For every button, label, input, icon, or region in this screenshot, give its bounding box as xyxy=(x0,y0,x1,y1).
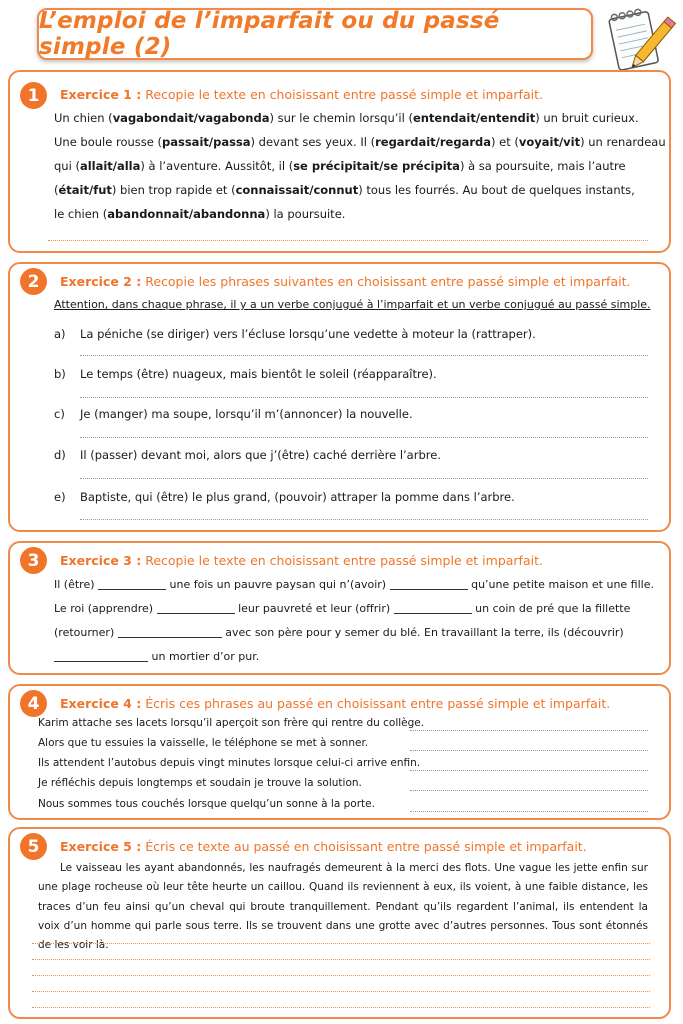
ex5-answer-line-4[interactable] xyxy=(32,991,650,992)
notepad-pencil-icon xyxy=(600,2,676,80)
ex5-answer-line-5[interactable] xyxy=(32,1007,650,1008)
exercise-5 xyxy=(8,827,671,1019)
ex3-blank-5[interactable] xyxy=(118,626,222,638)
ex3-line-4: un mortier d’or pur. xyxy=(54,645,654,669)
exercise-2-heading: Exercice 2 : Recopie les phrases suivantes en choisissant entre passé simple et imparfait. xyxy=(60,274,631,289)
exercise-3-heading: Exercice 3 : Recopie le texte en choisissant entre passé simple et imparfait. xyxy=(60,553,543,568)
ex4-sentence-2: Alors que tu essuies la vaisselle, le téléphone se met à sonner. xyxy=(38,737,369,749)
exercise-2-note: Attention, dans chaque phrase, il y a un verbe conjugué à l’imparfait et un verbe conjugué au passé simple. xyxy=(54,298,651,311)
ex1-line-2: Une boule rousse (passait/passa) devant ses yeux. Il (regardait/regarda) et (voyait/vit) un renardeau xyxy=(54,135,666,149)
exercise-3 xyxy=(8,541,671,675)
ex5-answer-line-1[interactable] xyxy=(32,943,650,944)
ex3-blank-2[interactable] xyxy=(390,578,468,590)
ex2-item-b: b) Le temps (être) nuageux, mais bientôt le soleil (réapparaître). xyxy=(54,367,437,381)
exercise-1-badge: 1 xyxy=(20,82,47,109)
ex3-blank-3[interactable] xyxy=(157,602,235,614)
exercise-1-heading: Exercice 1 : Recopie le texte en choisissant entre passé simple et imparfait. xyxy=(60,87,543,102)
ex2-answer-b[interactable] xyxy=(80,397,648,398)
ex3-blank-4[interactable] xyxy=(394,602,472,614)
ex4-sentence-1: Karim attache ses lacets lorsqu’il aperçoit son frère qui rentre du collège. xyxy=(38,717,425,729)
page-title: L’emploi de l’imparfait ou du passé simple (2) xyxy=(39,8,500,60)
ex2-answer-d[interactable] xyxy=(80,478,648,479)
ex3-line-3: (retourner) avec son père pour y semer du blé. En travaillant la terre, ils (découvrir) xyxy=(54,626,624,639)
exercise-5-heading: Exercice 5 : Écris ce texte au passé en choisissant entre passé simple et imparfait. xyxy=(60,839,587,854)
ex3-blank-1[interactable] xyxy=(98,578,166,590)
ex4-sentence-3: Ils attendent l’autobus depuis vingt minutes lorsque celui-ci arrive enfin. xyxy=(38,757,421,769)
ex2-item-e: e) Baptiste, qui (être) le plus grand, (pouvoir) attraper la pomme dans l’arbre. xyxy=(54,490,515,504)
ex1-answer-line[interactable] xyxy=(48,240,648,241)
ex2-answer-a[interactable] xyxy=(80,355,648,356)
ex2-item-a: a) La péniche (se diriger) vers l’écluse lorsqu’une vedette à moteur la (rattraper). xyxy=(54,327,536,341)
ex1-line-3: qui (allait/alla) à l’aventure. Aussitôt, il (se précipitait/se précipita) à sa poursuite, mais l’autre xyxy=(54,159,626,173)
exercise-3-badge: 3 xyxy=(20,547,47,574)
exercise-3-text xyxy=(54,573,654,669)
ex2-answer-c[interactable] xyxy=(80,437,648,438)
exercise-4-heading: Exercice 4 : Écris ces phrases au passé en choisissant entre passé simple et imparfait. xyxy=(60,696,611,711)
exercise-1-text xyxy=(54,106,666,226)
ex1-line-5: le chien (abandonnait/abandonna) la poursuite. xyxy=(54,207,346,221)
title-banner xyxy=(37,8,593,60)
ex3-line-1: Il (être) une fois un pauvre paysan qui n’(avoir) qu’une petite maison et une fille. xyxy=(54,578,654,591)
ex3-line-2: Le roi (apprendre) leur pauvreté et leur (offrir) un coin de pré que la fillette xyxy=(54,602,631,615)
ex5-answer-line-2[interactable] xyxy=(32,959,650,960)
ex2-answer-e[interactable] xyxy=(80,519,648,520)
ex1-line-1: Un chien (vagabondait/vagabonda) sur le chemin lorsqu’il (entendait/entendit) un bruit curieux. xyxy=(54,111,639,125)
ex4-answer-2[interactable] xyxy=(410,750,648,751)
exercise-4-badge: 4 xyxy=(20,690,47,717)
ex4-sentence-5: Nous sommes tous couchés lorsque quelqu’un sonne à la porte. xyxy=(38,798,375,810)
ex3-blank-6[interactable] xyxy=(54,650,148,662)
ex4-answer-5[interactable] xyxy=(410,811,648,812)
exercise-4 xyxy=(8,684,671,820)
ex4-answer-3[interactable] xyxy=(410,770,648,771)
exercise-5-badge: 5 xyxy=(20,833,47,860)
ex2-item-d: d) Il (passer) devant moi, alors que j’(être) caché derrière l’arbre. xyxy=(54,448,441,462)
ex5-paragraph: Le vaisseau les ayant abandonnés, les naufragés demeurent à la merci des flots. Une vague les jette enfin sur une plage rocheuse où leur tête heurte un caillou. Quand ils reviennent à eux, ils voient, à une faible distance, les traces d’un feu ainsi qu’un cheval qui broute tranquillement. Pendant qu’ils regardent l’animal, ils entendent la voix d’un homme qui parle sous terre. Ils se trouvent dans une grotte avec d’autres personnes. Tous sont étonnés de les voir là. xyxy=(38,862,648,952)
ex4-answer-4[interactable] xyxy=(410,790,648,791)
exercise-1 xyxy=(8,70,671,253)
ex2-item-c: c) Je (manger) ma soupe, lorsqu’il m’(annoncer) la nouvelle. xyxy=(54,407,413,421)
exercise-2-badge: 2 xyxy=(20,268,47,295)
ex4-answer-1[interactable] xyxy=(410,730,648,731)
exercise-2 xyxy=(8,262,671,532)
ex5-answer-line-3[interactable] xyxy=(32,975,650,976)
ex1-line-4: (était/fut) bien trop rapide et (connaissait/connut) tous les fourrés. Au bout de quelques instants, xyxy=(54,183,635,197)
ex4-sentence-4: Je réfléchis depuis longtemps et soudain je trouve la solution. xyxy=(38,777,362,789)
